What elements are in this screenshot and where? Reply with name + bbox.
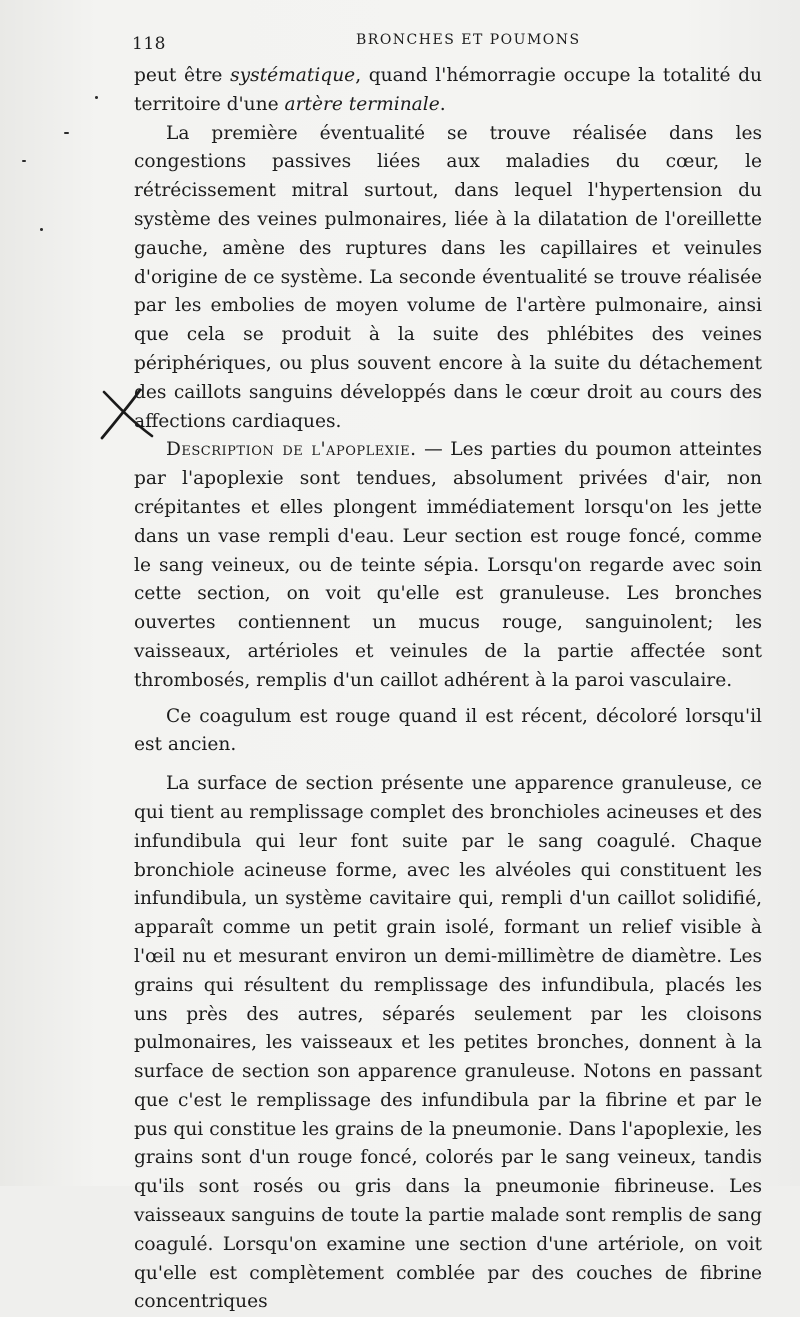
- intro-text-1: peut être: [134, 65, 231, 86]
- section-heading: Description de l'apoplexie.: [166, 439, 417, 461]
- paragraph-description: [134, 436, 762, 695]
- paragraph-intro: [134, 62, 762, 120]
- margin-speck: [40, 228, 43, 231]
- page-header: [0, 32, 800, 56]
- intro-emphasis-2: artère terminale: [284, 93, 440, 115]
- intro-emphasis-1: systématique: [230, 65, 356, 86]
- margin-speck: [22, 160, 26, 162]
- intro-text-2: , quand l'hémorragie occupe la totalité du territoire d'une: [134, 65, 763, 115]
- page-number: 118: [132, 34, 166, 54]
- paragraph-coagulum: Ce coagulum est rouge quand il est récent, décoloré lorsqu'il est ancien.: [134, 705, 762, 756]
- description-text: — Les parties du poumon atteintes par l'apoplexie sont tendues, absolument privées d'air, non crépitantes et elles plongent immédiatement lorsqu'on les jette dans un vase rempli d'eau. Leur section est rouge foncé, comme le sang veineux, ou de teinte sépia. Lorsqu'on regarde avec soin cette section, on voit qu'elle est granuleuse. Les bronches ouvertes contiennent un mucus rouge, sanguinolent; les vaisseaux, artérioles et veinules de la partie affectée sont thrombosés, remplis d'un caillot adhérent à la paroi vasculaire.: [134, 439, 762, 691]
- running-head: BRONCHES ET POUMONS: [356, 32, 581, 48]
- intro-text-3: .: [439, 93, 446, 115]
- margin-speck: [95, 96, 98, 99]
- paragraph-surface: La surface de section présente une apparence granuleuse, ce qui tient au remplissage complet des bronchioles acineuses et des infundibula qui leur font suite par le sang coagulé. Chaque bronchiole acineuse forme, avec les alvéoles qui constituent les infundibula, un système cavitaire qui, rempli d'un caillot solidifié, apparaît comme un petit grain isolé, formant un relief visible à l'œil nu et mesurant environ un demi-millimètre de diamètre. Les grains qui résultent du remplissage des infundibula, placés les uns près des autres, séparés seulement par les cloisons pulmonaires, les vaisseaux et les petites bronches, donnent à la surface de section son apparence granuleuse. Notons en passant que c'est le remplissage des infundibula par la fibrine et par le pus qui constitue les grains de la pneumonie. Dans l'apoplexie, les grains sont d'un rouge foncé, colorés par le sang veineux, tandis qu'ils sont rosés ou gris dans la pneumonie fibrineuse. Les vaisseaux sanguins de toute la partie malade sont remplis de sang coagulé. Lorsqu'on examine une section d'une artériole, on voit qu'elle est complètement comblée par des couches de fibrine concentriques: [134, 773, 762, 1313]
- body-text: [134, 62, 762, 1317]
- paragraph-eventualites: La première éventualité se trouve réalisée dans les congestions passives liées aux maladies du cœur, le rétrécissement mitral surtout, dans lequel l'hypertension du système des veines pulmonaires, liée à la dilatation de l'oreillette gauche, amène des ruptures dans les capillaires et veinules d'origine de ce système. La seconde éventualité se trouve réalisée par les embolies de moyen volume de l'artère pulmonaire, ainsi que cela se produit à la suite des phlébites des veines périphériques, ou plus souvent encore à la suite du détachement des caillots sanguins développés dans le cœur droit au cours des affections cardiaques.: [134, 122, 762, 432]
- margin-speck: [64, 132, 69, 134]
